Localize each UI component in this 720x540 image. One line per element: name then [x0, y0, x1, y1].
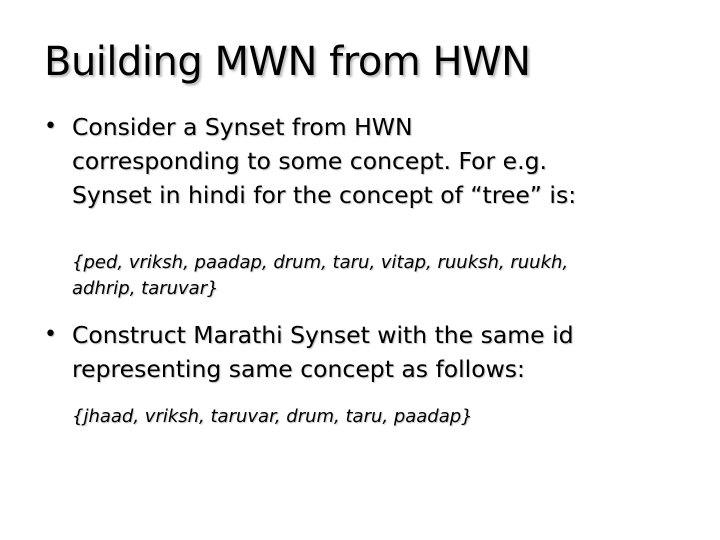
bullet-line: Consider a Synset from HWN	[72, 113, 413, 141]
bullet-text	[72, 110, 704, 212]
example-line: {jhaad, vriksh, taruvar, drum, taru, paadap}	[72, 406, 473, 427]
bullet-dot-icon: •	[44, 114, 57, 139]
bullet-text	[72, 318, 704, 386]
example-line: adhrip, taruvar}	[72, 278, 219, 299]
bullet-line: corresponding to some concept. For e.g.	[72, 147, 547, 175]
bullet-dot-icon: •	[44, 322, 57, 347]
marathi-synset-example	[72, 404, 702, 430]
example-line: {ped, vriksh, paadap, drum, taru, vitap, ruuksh, ruukh,	[72, 252, 569, 273]
bullet-line: Construct Marathi Synset with the same id	[72, 321, 574, 349]
bullet-construct-marathi	[44, 318, 704, 386]
slide-title: Building MWN from HWN	[44, 39, 531, 85]
hindi-synset-example	[72, 250, 702, 302]
bullet-consider-synset	[44, 110, 704, 212]
bullet-line: representing same concept as follows:	[72, 355, 525, 383]
bullet-line: Synset in hindi for the concept of “tree” is:	[72, 181, 577, 209]
